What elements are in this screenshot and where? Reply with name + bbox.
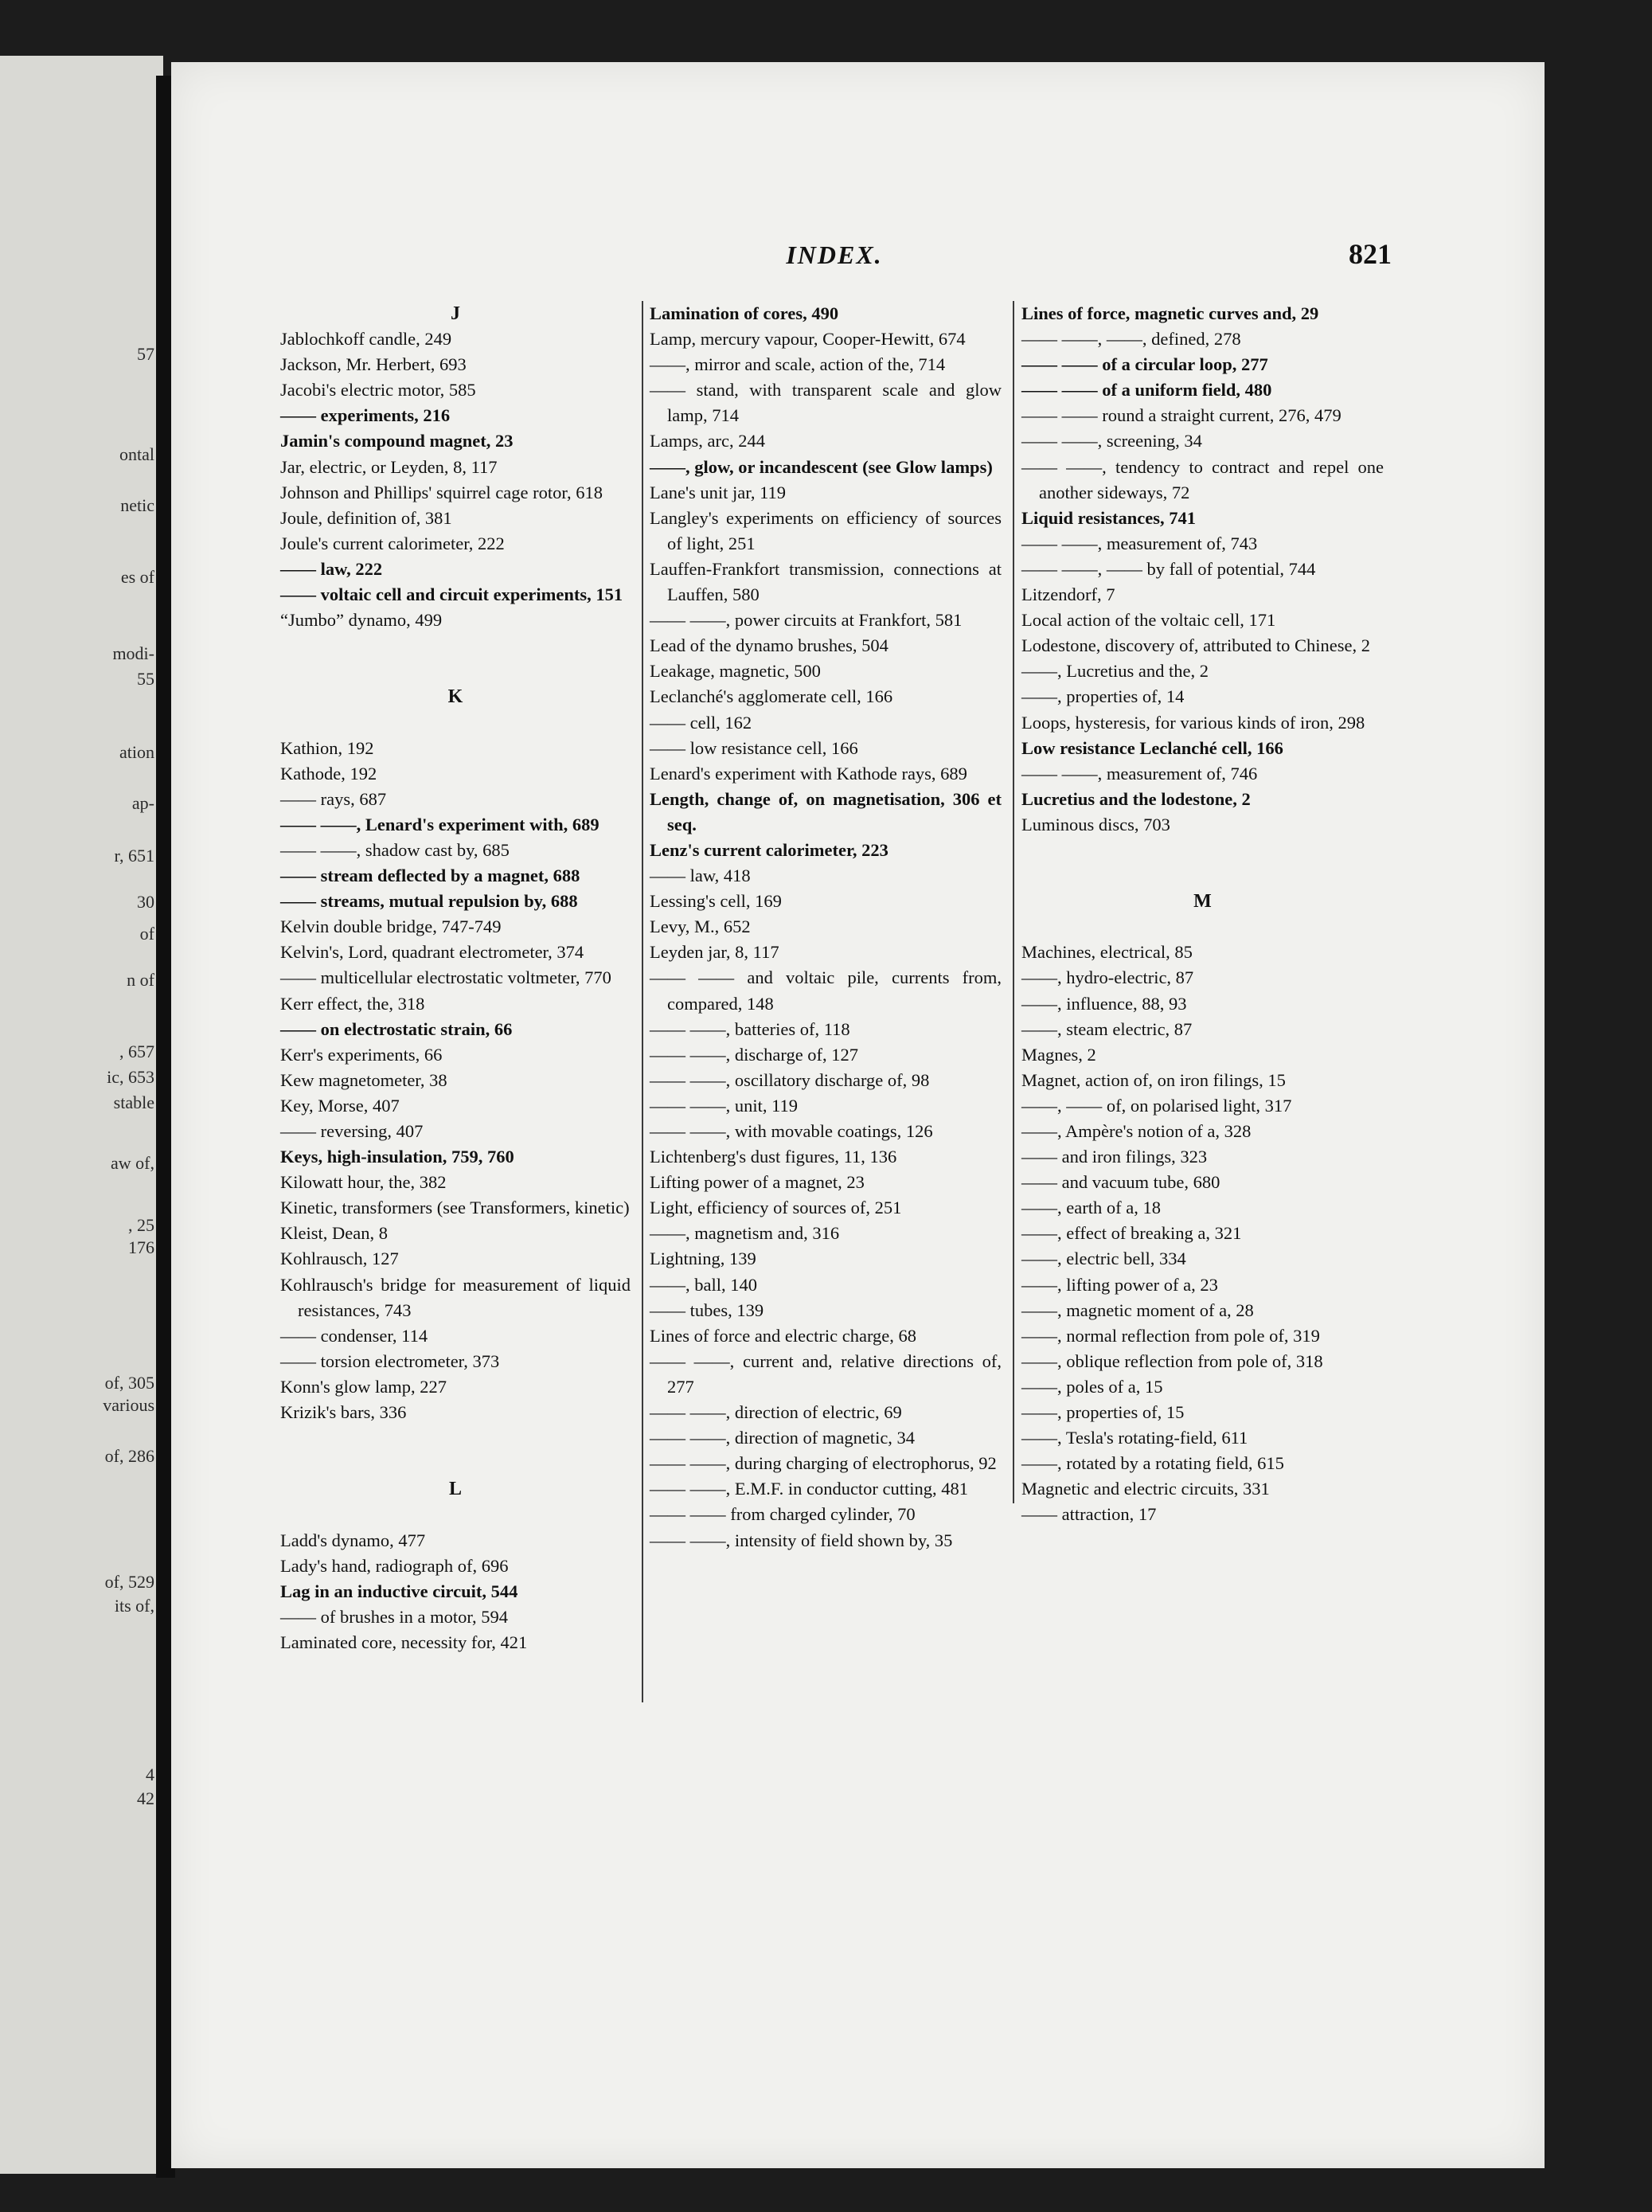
- index-entry: ——, magnetic moment of a, 28: [1021, 1299, 1254, 1320]
- index-entry: Key, Morse, 407: [280, 1095, 400, 1116]
- left-page-text-fragment: of, 305: [104, 1373, 154, 1393]
- running-head: INDEX.: [786, 240, 883, 269]
- index-entry: —— ——, oscillatory discharge of, 98: [650, 1069, 930, 1090]
- index-entry: Magnes, 2: [1021, 1044, 1096, 1065]
- left-page-text-fragment: of, 286: [104, 1446, 154, 1466]
- index-entry: Kleist, Dean, 8: [280, 1223, 388, 1244]
- index-entry: Leyden jar, 8, 117: [650, 942, 779, 963]
- index-entry: —— ——, tendency to contract and repel one another sideways, 72: [1021, 456, 1384, 502]
- index-entry: —— ——, measurement of, 743: [1021, 533, 1258, 553]
- index-entry: —— ——, measurement of, 746: [1021, 763, 1258, 784]
- section-spacer: [1021, 914, 1384, 940]
- left-page-text-fragment: es of: [120, 567, 154, 587]
- left-page-text-fragment: ic, 653: [107, 1067, 154, 1087]
- index-column-1: [280, 301, 631, 1655]
- index-entry: Kelvin's, Lord, quadrant electrometer, 374: [280, 942, 584, 963]
- index-entry: —— ——, shadow cast by, 685: [280, 839, 510, 860]
- index-entry: Magnetic and electric circuits, 331: [1021, 1479, 1270, 1499]
- index-entry: Ladd's dynamo, 477: [280, 1530, 426, 1550]
- index-entry: Kathion, 192: [280, 737, 374, 758]
- index-entry: ——, influence, 88, 93: [1021, 993, 1187, 1014]
- index-entry: —— rays, 687: [280, 788, 387, 809]
- index-entry: —— ——, discharge of, 127: [650, 1044, 859, 1065]
- left-page-text-fragment: 42: [137, 1788, 154, 1808]
- index-entry: Lead of the dynamo brushes, 504: [650, 635, 888, 656]
- index-entry: Lamp, mercury vapour, Cooper-Hewitt, 674: [650, 329, 966, 350]
- section-spacer: [280, 659, 631, 684]
- index-entry: Levy, M., 652: [650, 916, 751, 937]
- left-page-text-fragment: its of,: [114, 1596, 154, 1616]
- index-entry: —— —— from charged cylinder, 70: [650, 1504, 916, 1525]
- index-entry: —— ——, current and, relative directions of, 277: [650, 1350, 1002, 1397]
- index-entry: —— voltaic cell and circuit experiments, 151: [280, 584, 623, 605]
- index-entry: Jacobi's electric motor, 585: [280, 380, 476, 401]
- index-entry: —— ——, direction of electric, 69: [650, 1402, 902, 1423]
- left-page-text-fragment: 30: [137, 892, 154, 912]
- index-entry: —— on electrostatic strain, 66: [280, 1018, 513, 1039]
- index-entry: Joule's current calorimeter, 222: [280, 533, 505, 553]
- index-entry: ——, Lucretius and the, 2: [1021, 661, 1209, 682]
- left-page-text-fragment: 57: [137, 344, 154, 364]
- index-entry: —— —— of a circular loop, 277: [1021, 354, 1268, 375]
- index-entry: ——, electric bell, 334: [1021, 1249, 1186, 1269]
- index-entry: ——, properties of, 14: [1021, 686, 1185, 707]
- left-page-text-fragment: of: [139, 924, 154, 944]
- column-rule-2: [1013, 301, 1014, 1503]
- index-entry: —— ——, direction of magnetic, 34: [650, 1428, 916, 1448]
- index-entry: ——, steam electric, 87: [1021, 1018, 1193, 1039]
- index-entry: Leclanché's agglomerate cell, 166: [650, 686, 893, 707]
- index-entry: —— low resistance cell, 166: [650, 737, 858, 758]
- left-page-text-fragment: n of: [127, 970, 154, 990]
- index-entry: —— ——, —— by fall of potential, 744: [1021, 558, 1316, 579]
- section-spacer: [1021, 863, 1384, 889]
- index-entry: Jablochkoff candle, 249: [280, 329, 452, 350]
- index-entry: —— ——, batteries of, 118: [650, 1018, 850, 1039]
- index-entry: Kew magnetometer, 38: [280, 1069, 447, 1090]
- left-page-text-fragment: r, 651: [114, 846, 154, 866]
- index-entry: ——, hydro-electric, 87: [1021, 967, 1194, 988]
- index-entry: ——, rotated by a rotating field, 615: [1021, 1453, 1284, 1474]
- index-entry: Kerr effect, the, 318: [280, 993, 425, 1014]
- left-page-text-fragment: modi-: [112, 643, 154, 663]
- index-entry: Lenard's experiment with Kathode rays, 689: [650, 763, 967, 784]
- index-entry: —— law, 418: [650, 866, 751, 886]
- index-entry: Johnson and Phillips' squirrel cage rotor, 618: [280, 482, 603, 502]
- index-entry: —— multicellular electrostatic voltmeter, 770: [280, 967, 611, 988]
- section-letter-heading: M: [1193, 891, 1212, 913]
- index-entry: —— attraction, 17: [1021, 1504, 1157, 1525]
- index-entry: Local action of the voltaic cell, 171: [1021, 610, 1276, 631]
- index-entry: Lines of force and electric charge, 68: [650, 1325, 917, 1346]
- index-entry: Magnet, action of, on iron filings, 15: [1021, 1069, 1286, 1090]
- left-page-edge: [0, 56, 163, 2174]
- index-entry: Jackson, Mr. Herbert, 693: [280, 354, 467, 375]
- index-entry: Lichtenberg's dust figures, 11, 136: [650, 1147, 897, 1167]
- left-page-text-fragment: ontal: [119, 444, 154, 464]
- index-entry: Krizik's bars, 336: [280, 1402, 407, 1423]
- index-entry: Leakage, magnetic, 500: [650, 661, 821, 682]
- index-entry: Loops, hysteresis, for various kinds of iron, 298: [1021, 712, 1365, 733]
- index-entry: ——, effect of breaking a, 321: [1021, 1223, 1242, 1244]
- index-entry: Kinetic, transformers (see Transformers, kinetic): [280, 1198, 630, 1218]
- index-entry: ——, properties of, 15: [1021, 1402, 1185, 1423]
- index-entry: Lifting power of a magnet, 23: [650, 1172, 865, 1193]
- index-entry: —— —— and voltaic pile, currents from, compared, 148: [650, 967, 1002, 1014]
- index-entry: —— of brushes in a motor, 594: [280, 1606, 508, 1627]
- index-entry: ——, normal reflection from pole of, 319: [1021, 1325, 1320, 1346]
- index-entry: —— ——, ——, defined, 278: [1021, 329, 1241, 350]
- index-entry: —— ——, Lenard's experiment with, 689: [280, 814, 599, 834]
- index-entry: —— ——, E.M.F. in conductor cutting, 481: [650, 1479, 969, 1499]
- section-spacer: [280, 1451, 631, 1476]
- index-entry: —— stream deflected by a magnet, 688: [280, 866, 580, 886]
- index-column-3: [1021, 301, 1384, 1528]
- left-page-text-fragment: 55: [137, 669, 154, 689]
- index-entry: ——, poles of a, 15: [1021, 1376, 1163, 1397]
- left-page-text-fragment: ap-: [131, 793, 154, 813]
- index-entry: Lane's unit jar, 119: [650, 482, 787, 502]
- section-letter-heading: J: [451, 303, 460, 324]
- index-entry: Lady's hand, radiograph of, 696: [280, 1555, 509, 1576]
- left-page-text-fragment: , 25: [128, 1215, 154, 1235]
- index-entry: Konn's glow lamp, 227: [280, 1376, 447, 1397]
- index-entry: Laminated core, necessity for, 421: [280, 1632, 528, 1652]
- index-entry: —— law, 222: [280, 558, 383, 579]
- page-number: 821: [1349, 238, 1392, 270]
- section-spacer: [280, 710, 631, 736]
- index-entry: ——, Ampère's notion of a, 328: [1021, 1121, 1252, 1141]
- left-page-text-fragment: 4: [146, 1765, 154, 1784]
- index-entry: Light, efficiency of sources of, 251: [650, 1198, 902, 1218]
- index-entry: Litzendorf, 7: [1021, 584, 1115, 605]
- index-entry: —— tubes, 139: [650, 1299, 764, 1320]
- index-entry: ——, glow, or incandescent (see Glow lamps): [650, 456, 993, 477]
- index-entry: Machines, electrical, 85: [1021, 942, 1193, 963]
- index-entry: Lessing's cell, 169: [650, 891, 782, 912]
- index-entry: Kerr's experiments, 66: [280, 1044, 443, 1065]
- index-entry: —— —— of a uniform field, 480: [1021, 380, 1272, 401]
- index-entry: —— ——, screening, 34: [1021, 431, 1202, 451]
- index-entry: —— ——, unit, 119: [650, 1095, 799, 1116]
- left-page-text-fragment: various: [103, 1395, 154, 1415]
- index-entry: Lauffen-Frankfort transmission, connections at Lauffen, 580: [650, 558, 1002, 605]
- index-entry: —— condenser, 114: [280, 1325, 428, 1346]
- index-column-2: [650, 301, 1002, 1553]
- index-entry: —— experiments, 216: [280, 405, 451, 426]
- index-entry: ——, lifting power of a, 23: [1021, 1274, 1218, 1295]
- index-entry: —— ——, with movable coatings, 126: [650, 1121, 933, 1141]
- index-entry: Kilowatt hour, the, 382: [280, 1172, 447, 1193]
- left-page-text-fragment: netic: [120, 495, 154, 515]
- section-spacer: [280, 633, 631, 659]
- index-entry: Lamination of cores, 490: [650, 303, 839, 323]
- index-entry: ——, magnetism and, 316: [650, 1223, 840, 1244]
- index-entry: Low resistance Leclanché cell, 166: [1021, 737, 1283, 758]
- index-entry: Lenz's current calorimeter, 223: [650, 839, 888, 860]
- index-entry: Lines of force, magnetic curves and, 29: [1021, 303, 1319, 323]
- index-entry: Jar, electric, or Leyden, 8, 117: [280, 456, 498, 477]
- index-entry: Lodestone, discovery of, attributed to Chinese, 2: [1021, 635, 1371, 656]
- index-entry: Jamin's compound magnet, 23: [280, 431, 514, 451]
- index-entry: —— ——, during charging of electrophorus, 92: [650, 1453, 997, 1474]
- index-entry: —— stand, with transparent scale and glow lamp, 714: [650, 380, 1002, 426]
- index-entry: Lag in an inductive circuit, 544: [280, 1581, 518, 1601]
- index-entry: ——, —— of, on polarised light, 317: [1021, 1095, 1292, 1116]
- index-entry: —— reversing, 407: [280, 1121, 424, 1141]
- index-entry: —— ——, intensity of field shown by, 35: [650, 1530, 953, 1550]
- index-entry: ——, earth of a, 18: [1021, 1198, 1161, 1218]
- index-entry: Keys, high-insulation, 759, 760: [280, 1147, 514, 1167]
- index-entry: —— streams, mutual repulsion by, 688: [280, 891, 578, 912]
- index-entry: Lucretius and the lodestone, 2: [1021, 788, 1251, 809]
- index-entry: ——, mirror and scale, action of the, 714: [650, 354, 946, 375]
- index-entry: —— and vacuum tube, 680: [1021, 1172, 1220, 1193]
- index-entry: “Jumbo” dynamo, 499: [280, 610, 443, 631]
- index-entry: —— —— round a straight current, 276, 479: [1021, 405, 1342, 426]
- section-letter-heading: K: [447, 686, 463, 708]
- left-page-text-fragment: 176: [128, 1237, 154, 1257]
- section-letter-heading: L: [448, 1479, 462, 1500]
- index-entry: ——, Tesla's rotating-field, 611: [1021, 1428, 1248, 1448]
- column-rule-1: [642, 301, 643, 1702]
- index-entry: —— cell, 162: [650, 712, 752, 733]
- section-spacer: [280, 1502, 631, 1527]
- index-entry: ——, oblique reflection from pole of, 318: [1021, 1350, 1323, 1371]
- index-entry: Langley's experiments on efficiency of sources of light, 251: [650, 507, 1002, 553]
- index-entry: —— torsion electrometer, 373: [280, 1350, 500, 1371]
- index-entry: Lightning, 139: [650, 1249, 756, 1269]
- index-entry: Kelvin double bridge, 747-749: [280, 916, 502, 937]
- index-entry: Kohlrausch's bridge for measurement of liquid resistances, 743: [280, 1274, 631, 1320]
- index-entry: ——, ball, 140: [650, 1274, 757, 1295]
- left-page-text-fragment: of, 529: [104, 1572, 154, 1592]
- left-page-text-fragment: , 657: [119, 1042, 154, 1061]
- index-entry: —— ——, power circuits at Frankfort, 581: [650, 610, 963, 631]
- index-entry: Liquid resistances, 741: [1021, 507, 1196, 528]
- left-page-text-fragment: ation: [119, 742, 154, 762]
- section-spacer: [280, 1425, 631, 1451]
- index-entry: —— and iron filings, 323: [1021, 1147, 1208, 1167]
- index-entry: Kathode, 192: [280, 763, 377, 784]
- index-entry: Lamps, arc, 244: [650, 431, 765, 451]
- left-page-text-fragment: stable: [113, 1092, 154, 1112]
- index-entry: Joule, definition of, 381: [280, 507, 452, 528]
- index-entry: Length, change of, on magnetisation, 306 et seq.: [650, 788, 1002, 834]
- index-entry: Luminous discs, 703: [1021, 814, 1170, 834]
- left-page-text-fragment: aw of,: [111, 1153, 154, 1173]
- index-entry: Kohlrausch, 127: [280, 1249, 399, 1269]
- section-spacer: [1021, 838, 1384, 863]
